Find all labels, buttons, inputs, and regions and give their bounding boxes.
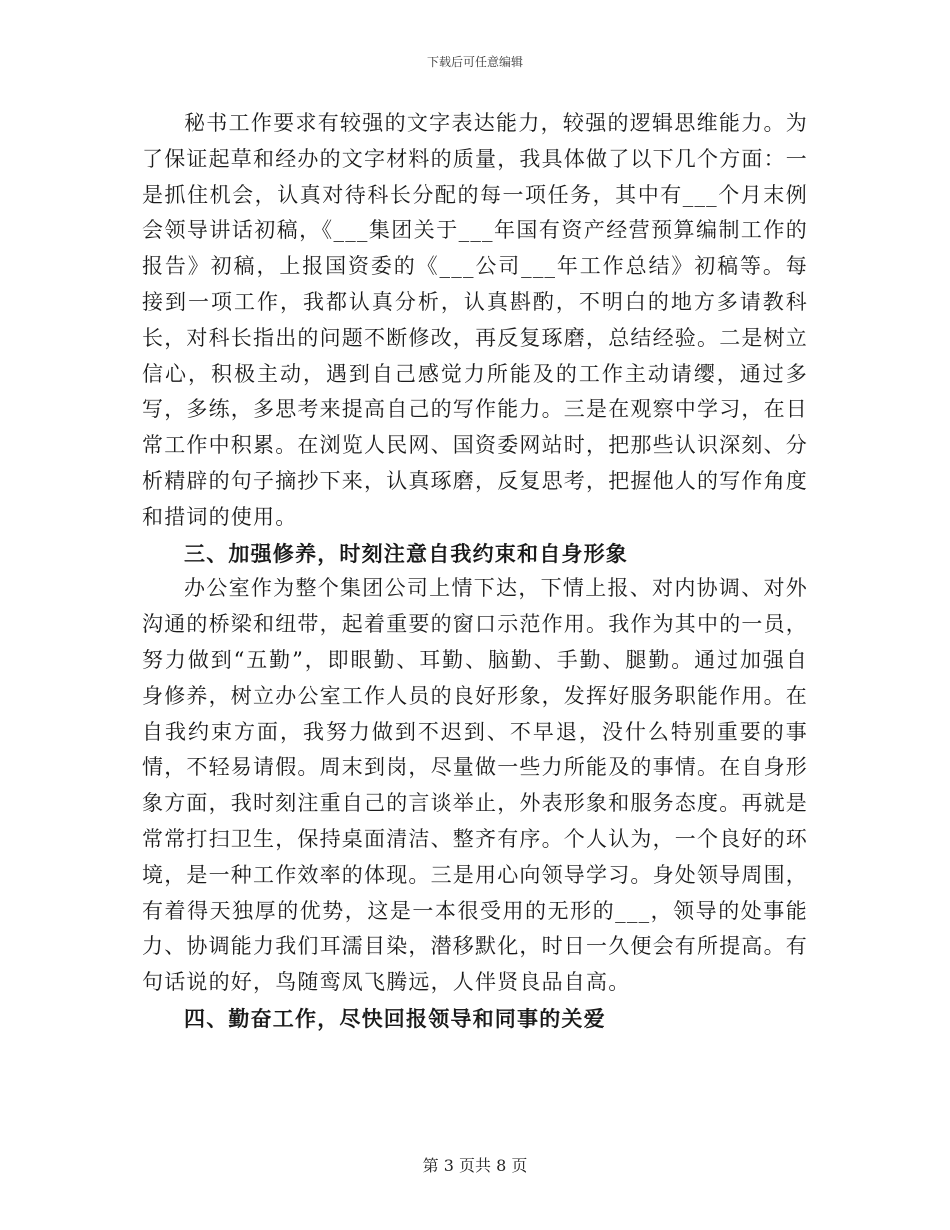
page-header: 下载后可任意编辑 — [426, 55, 523, 69]
paragraph-self-discipline: 办公室作为整个集团公司上情下达，下情上报、对内协调、对外沟通的桥梁和纽带，起着重要的窗口示范作用。我作为其中的一员，努力做到“五勤”，即眼勤、耳勤、脑勤、手勤、腿勤。通过加强自身修养，树立办公室工作人员的良好形象，发挥好服务职能作用。在自我约束方面，我努力做到不迟到、不早退，没什么特别重要的事情，不轻易请假。周末到岗，尽量做一些力所能及的事情。在自身形象方面，我时刻注重自己的言谈举止，外表形象和服务态度。再就是常常打扫卫生，保持桌面清洁、整齐有序。个人认为，一个良好的环境，是一种工作效率的体现。三是用心向领导学习。身处领导周围，有着得天独厚的优势，这是一本很受用的无形的___，领导的处事能力、协调能力我们耳濡目染，潜移默化，时日一久便会有所提高。有句话说的好，鸟随鸾凤飞腾远，人伴贤良品自高。 — [142, 576, 808, 995]
paragraph-writing-skills: 秘书工作要求有较强的文字表达能力，较强的逻辑思维能力。为了保证起草和经办的文字材料的质量，我具体做了以下几个方面：一是抓住机会，认真对待科长分配的每一项任务，其中有___个月末例会领导讲话初稿，《___集团关于___年国有资产经营预算编制工作的报告》初稿，上报国资委的《___公司___年工作总结》初稿等。每接到一项工作，我都认真分析，认真斟酌，不明白的地方多请教科长，对科长指出的问题不断修改，再反复琢磨，总结经验。二是树立信心，积极主动，遇到自己感觉力所能及的工作主动请缨，通过多写，多练，多思考来提高自己的写作能力。三是在观察中学习，在日常工作中积累。在浏览人民网、国资委网站时，把那些认识深刻、分析精辟的句子摘抄下来，认真琢磨，反复思考，把握他人的写作角度和措词的使用。 — [142, 111, 808, 529]
page-number-footer: 第 3 页共 8 页 — [422, 1156, 528, 1175]
section-heading-4: 四、勤奋工作，尽快回报领导和同事的关爱 — [184, 1005, 606, 1031]
section-heading-3: 三、加强修养，时刻注意自我约束和自身形象 — [184, 540, 628, 566]
document-body — [142, 106, 808, 1037]
